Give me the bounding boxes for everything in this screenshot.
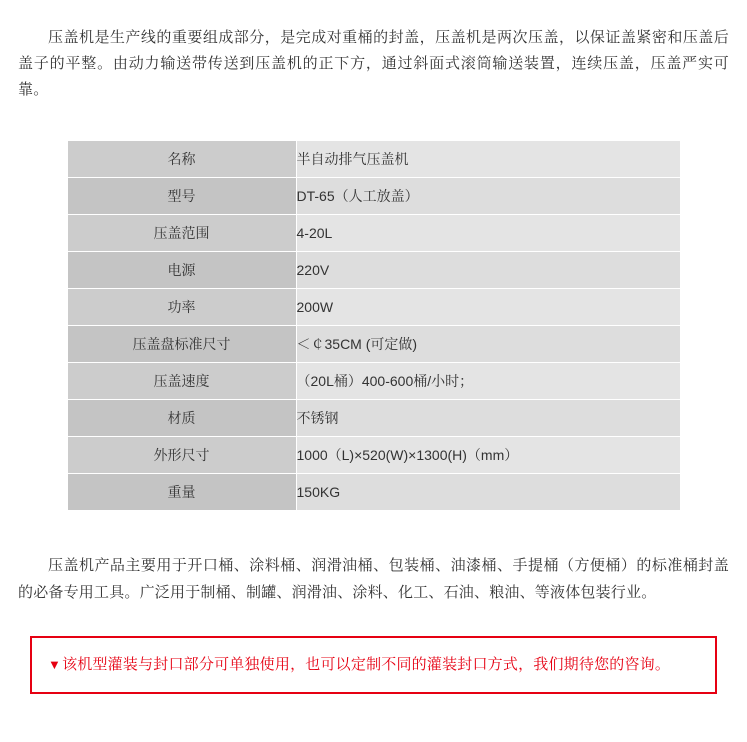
notice-box xyxy=(30,636,717,694)
table-row xyxy=(67,215,680,252)
spec-value: ＜￠35CM (可定做) xyxy=(296,326,680,363)
spec-value: 220V xyxy=(296,252,680,289)
spec-value: （20L桶）400-600桶/小时； xyxy=(296,363,680,400)
spec-label: 外形尺寸 xyxy=(67,437,296,474)
spec-value: 200W xyxy=(296,289,680,326)
spec-value: 4-20L xyxy=(296,215,680,252)
spec-value: 半自动排气压盖机 xyxy=(296,141,680,178)
table-row xyxy=(67,400,680,437)
spec-table-body xyxy=(67,141,680,511)
table-row xyxy=(67,178,680,215)
spec-value: 不锈钢 xyxy=(296,400,680,437)
table-row xyxy=(67,474,680,511)
spec-label: 功率 xyxy=(67,289,296,326)
intro-paragraph: 压盖机是生产线的重要组成部分，是完成对重桶的封盖，压盖机是两次压盖，以保证盖紧密和压盖后盖子的平整。由动力输送带传送到压盖机的正下方，通过斜面式滚筒输送装置，连续压盖，压盖严实可靠。 xyxy=(18,29,729,98)
spec-label: 材质 xyxy=(67,400,296,437)
spec-label: 重量 xyxy=(67,474,296,511)
usage-paragraph: 压盖机产品主要用于开口桶、涂料桶、润滑油桶、包装桶、油漆桶、手提桶（方便桶）的标准桶封盖的必备专用工具。广泛用于制桶、制罐、润滑油、涂料、化工、石油、粮油、等液体包装行业。 xyxy=(18,557,729,601)
table-row xyxy=(67,141,680,178)
spec-label: 电源 xyxy=(67,252,296,289)
specification-table xyxy=(67,140,681,511)
table-row xyxy=(67,252,680,289)
spec-label: 压盖盘标准尺寸 xyxy=(67,326,296,363)
spec-label: 压盖速度 xyxy=(67,363,296,400)
spec-value: 1000（L)×520(W)×1300(H)（mm） xyxy=(296,437,680,474)
spec-value: 150KG xyxy=(296,474,680,511)
spec-table-container xyxy=(0,118,747,511)
product-detail-page xyxy=(0,15,747,742)
notice-text-line xyxy=(48,651,699,678)
spec-label: 压盖范围 xyxy=(67,215,296,252)
notice-message: 该机型灌装与封口部分可单独使用，也可以定制不同的灌装封口方式，我们期待您的咨询。 xyxy=(62,656,671,673)
table-row xyxy=(67,363,680,400)
spec-label: 名称 xyxy=(67,141,296,178)
table-row xyxy=(67,437,680,474)
table-row xyxy=(67,326,680,363)
spec-value: DT-65（人工放盖） xyxy=(296,178,680,215)
table-row xyxy=(67,289,680,326)
spec-label: 型号 xyxy=(67,178,296,215)
triangle-down-icon: ▼ xyxy=(48,657,62,672)
